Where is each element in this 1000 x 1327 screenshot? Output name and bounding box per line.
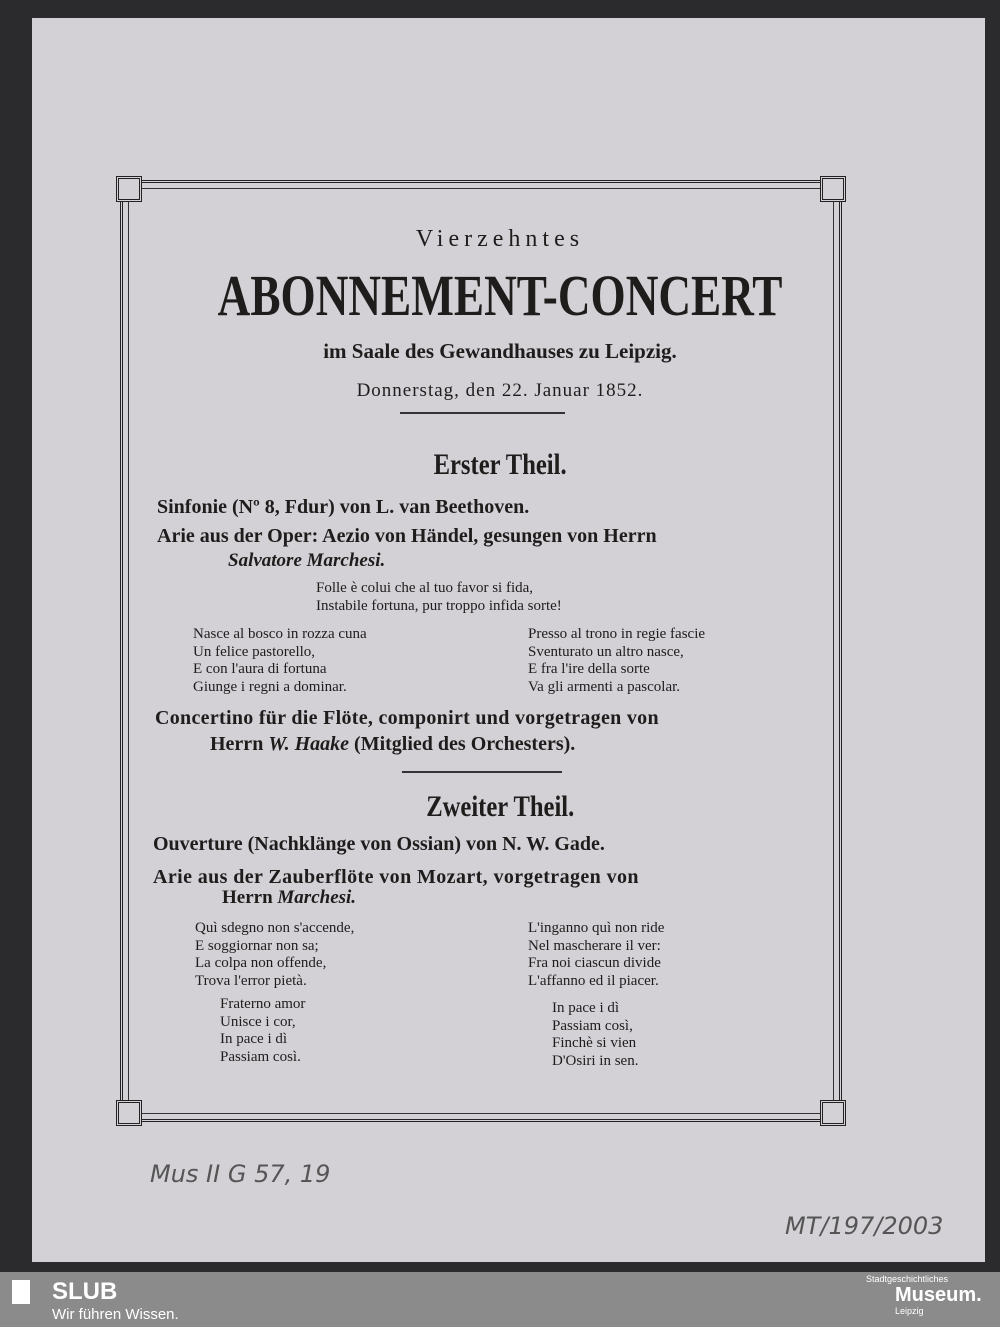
verse-line: Fra noi ciascun divide [528, 955, 661, 971]
verse-line: L'inganno quì non ride [528, 920, 665, 936]
verse-line: Un felice pastorello, [193, 643, 316, 660]
verse-left [193, 626, 367, 696]
verse-line: E con l'aura di fortuna [193, 661, 327, 677]
verse-line: In pace i dì [552, 1000, 620, 1016]
verse-line: Folle è colui che al tuo favor si fida, [316, 580, 534, 596]
slub-tagline: Wir führen Wissen. [52, 1306, 179, 1323]
poster-title [0, 262, 1000, 329]
verse-line: Instabile fortuna, pur troppo infida sorte! [316, 597, 562, 614]
part1-heading-text: Erster Theil. [433, 448, 567, 481]
border-corner [820, 176, 846, 202]
poster-title-text: ABONNEMENT-CONCERT [217, 263, 783, 328]
verse-line: In pace i dì [220, 1031, 288, 1047]
book-icon [12, 1280, 30, 1304]
border-corner [116, 176, 142, 202]
part1-item3-performer [210, 733, 575, 756]
verse-right-b [552, 1000, 638, 1070]
herrn: Herrn [210, 733, 264, 755]
part1-item1: Sinfonie (Nº 8, Fdur) von L. van Beethoven. [157, 496, 530, 518]
divider [402, 771, 562, 773]
verse-line: Unisce i cor, [220, 1013, 296, 1030]
verse-intro [316, 580, 562, 615]
border-corner [820, 1100, 846, 1126]
performer-name: W. Haake [268, 733, 350, 755]
verse-line: Sventurato un altro nasce, [528, 643, 684, 660]
verse-line: Nel mascherare il ver: [528, 937, 661, 954]
part1-item2: Arie aus der Oper: Aezio von Händel, gesungen von Herrn [157, 525, 657, 547]
slub-logo[interactable]: SLUB [52, 1278, 118, 1305]
museum-top: Stadtgeschichtliches [866, 1274, 949, 1284]
ordinal: Vierzehntes [415, 226, 585, 252]
part2-item2-singer [222, 887, 356, 909]
verse-line: Passiam così. [220, 1048, 301, 1065]
part2-item2: Arie aus der Zauberflöte von Mozart, vorgetragen von [153, 866, 639, 888]
shelfmark-handwritten: Mus II G 57, 19 [150, 1160, 331, 1188]
verse-line: Nasce al bosco in rozza cuna [193, 626, 367, 642]
singer-name: Salvatore Marchesi. [228, 550, 386, 571]
verse-right [528, 626, 705, 696]
performer-note: (Mitglied des Orchesters). [354, 733, 576, 755]
verse-line: E soggiornar non sa; [195, 937, 319, 954]
verse-line: Quì sdegno non s'accende, [195, 920, 355, 936]
verse-line: Presso al trono in regie fascie [528, 626, 706, 642]
verse-line: Fraterno amor [220, 996, 306, 1012]
part2-heading-text: Zweiter Theil. [425, 790, 575, 823]
verse-right-a [528, 920, 664, 990]
part2-item1: Ouverture (Nachklänge von Ossian) von N. W. Gade. [153, 833, 605, 855]
verse-left-a [195, 920, 354, 990]
verse-line: Finchè si vien [552, 1035, 637, 1051]
verse-line: L'affanno ed il piacer. [528, 972, 659, 989]
herrn: Herrn [222, 887, 273, 908]
part1-item3: Concertino für die Flöte, componirt und vorgetragen von [155, 707, 659, 729]
verse-line: Trova l'error pietà. [195, 972, 307, 989]
part1-heading [0, 448, 1000, 482]
verse-left-b [220, 996, 305, 1066]
museum-city: Leipzig [895, 1306, 924, 1316]
date: Donnerstag, den 22. Januar 1852. [356, 380, 644, 401]
inventory-handwritten: MT/197/2003 [785, 1212, 944, 1240]
border-corner [116, 1100, 142, 1126]
verse-line: Va gli armenti a pascolar. [528, 678, 681, 695]
museum-logo[interactable]: Museum. [895, 1284, 982, 1306]
venue: im Saale des Gewandhauses zu Leipzig. [323, 339, 677, 363]
part2-heading [0, 790, 1000, 824]
verse-line: D'Osiri in sen. [552, 1052, 639, 1069]
verse-line: E fra l'ire della sorte [528, 661, 650, 677]
verse-line: Giunge i regni a dominar. [193, 678, 347, 695]
verse-line: Passiam così, [552, 1017, 633, 1034]
divider [400, 412, 565, 414]
singer-name: Marchesi. [277, 887, 357, 908]
footer-bar [0, 1272, 1000, 1327]
verse-line: La colpa non offende, [195, 955, 327, 971]
